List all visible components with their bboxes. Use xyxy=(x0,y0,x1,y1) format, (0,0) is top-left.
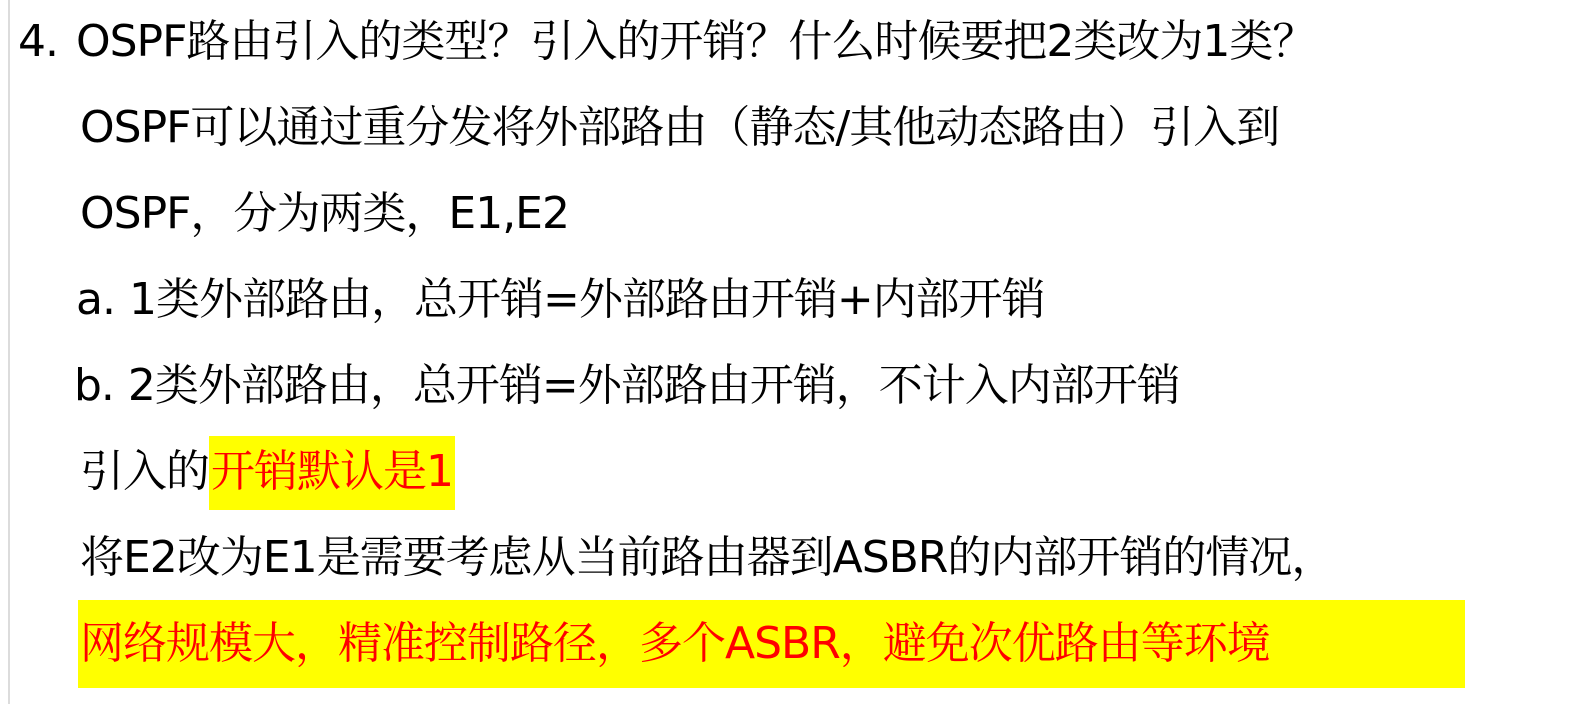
question-number: 4. xyxy=(18,16,58,67)
answer-intro-line-2: OSPF，分为两类，E1,E2 xyxy=(80,188,569,239)
list-item-a-text: 1类外部路由，总开销=外部路由开销+内部开销 xyxy=(128,274,1045,325)
list-item-a-label: a. xyxy=(76,274,115,325)
question-text: OSPF路由引入的类型？引入的开销？什么时候要把2类改为1类？ xyxy=(75,16,1316,67)
list-item-b xyxy=(74,358,1180,414)
left-border-rule xyxy=(8,0,10,704)
question-heading xyxy=(18,14,1315,70)
default-cost-prefix: 引入的 xyxy=(80,446,209,497)
scenarios-highlight-text: 网络规模大，精准控制路径，多个ASBR，避免次优路由等环境 xyxy=(80,618,1270,669)
default-cost-highlight: 开销默认是1 xyxy=(209,436,455,510)
answer-intro-line-1: OSPF可以通过重分发将外部路由（静态/其他动态路由）引入到 xyxy=(80,102,1280,153)
list-item-b-label: b. xyxy=(74,360,114,411)
scenarios-line xyxy=(80,616,1270,672)
change-reason-line: 将E2改为E1是需要考虑从当前路由器到ASBR的内部开销的情况， xyxy=(80,532,1335,583)
list-item-b-text: 2类外部路由，总开销=外部路由开销，不计入内部开销 xyxy=(127,360,1180,411)
list-item-a xyxy=(76,272,1045,328)
default-cost-line xyxy=(80,444,455,500)
